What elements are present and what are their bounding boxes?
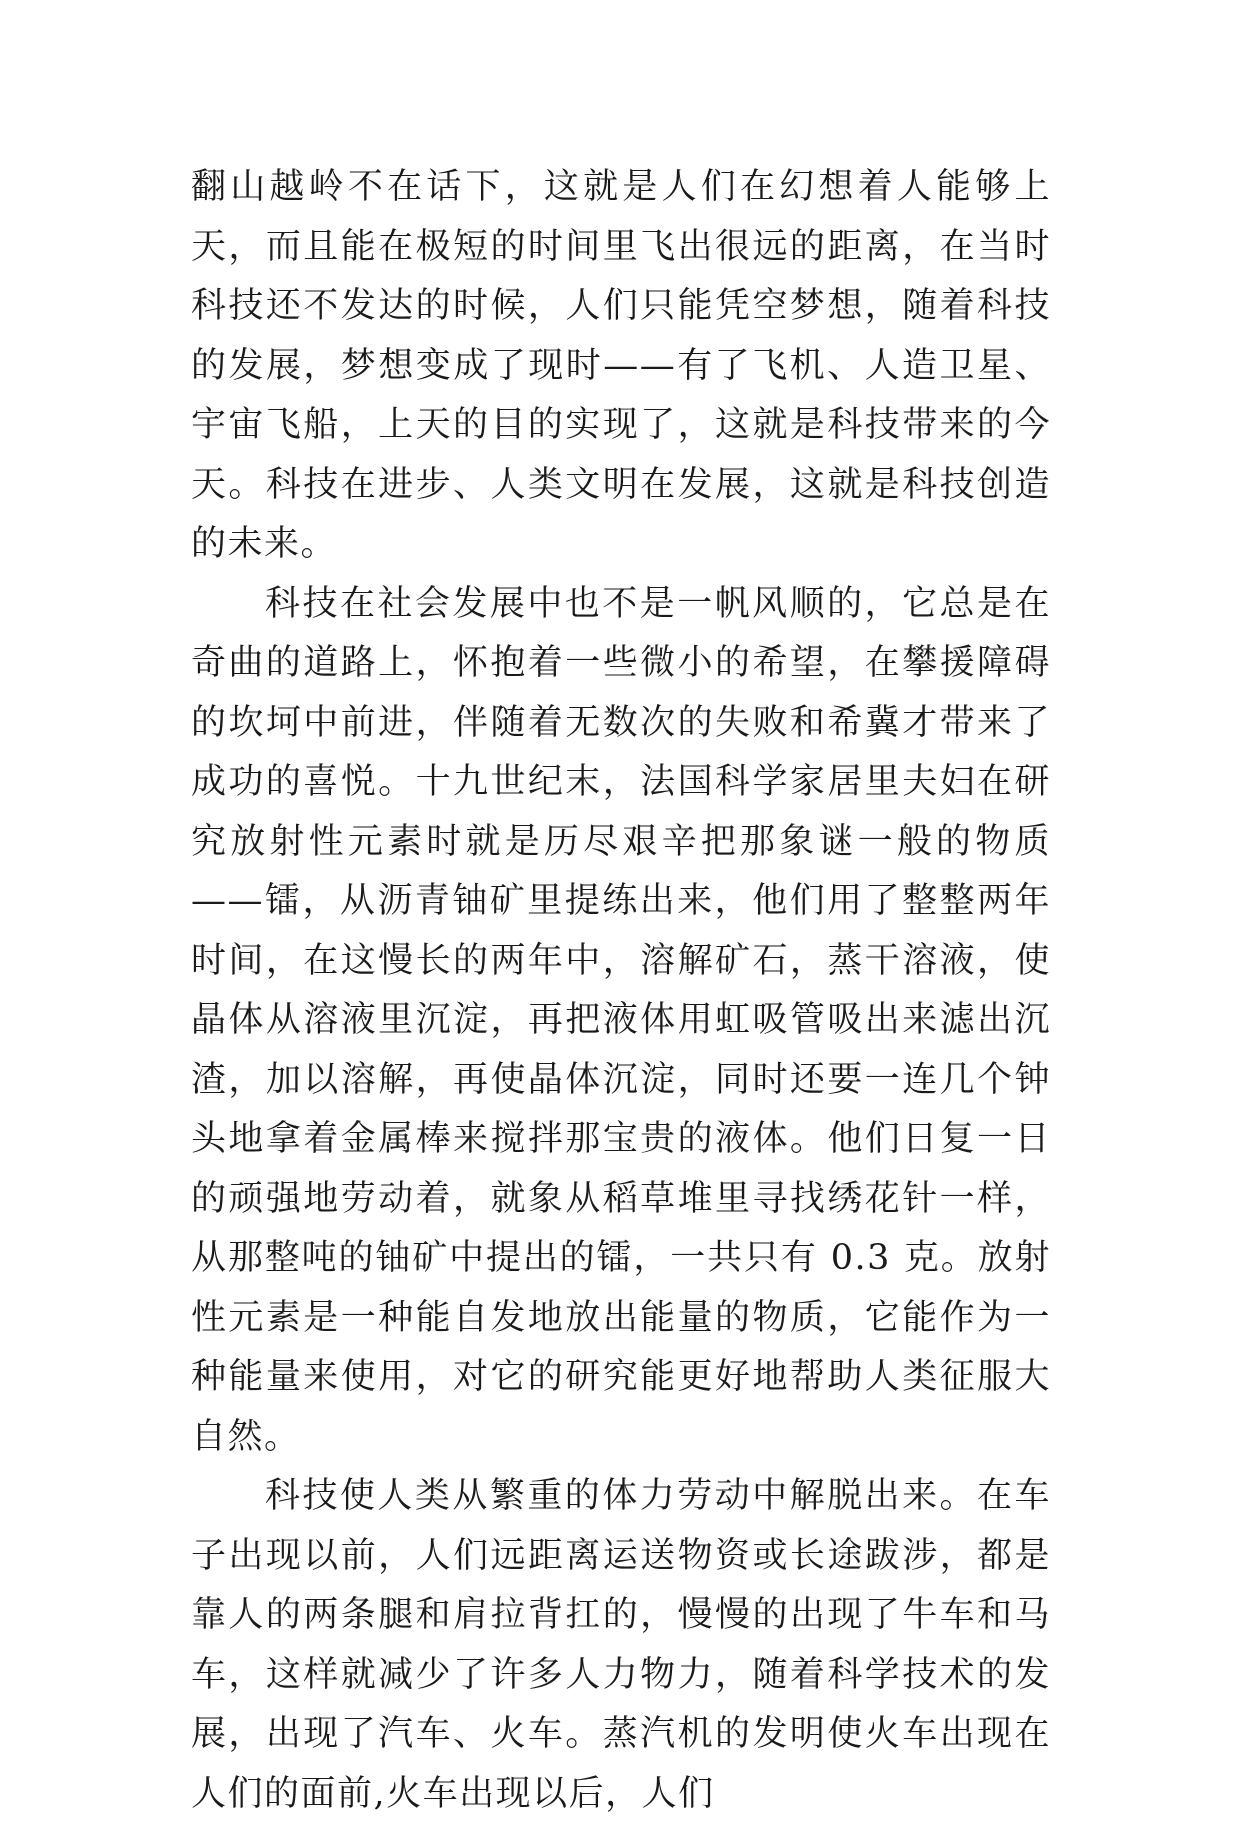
paragraph-2: 科技在社会发展中也不是一帆风顺的，它总是在奇曲的道路上，怀抱着一些微小的希望，在攀援障碍的坎坷中前进，伴随着无数次的失败和希冀才带来了成功的喜悦。十九世纪末，法国科学家居里夫妇在研究放射性元素时就是历尽艰辛把那象谜一般的物质——镭，从沥青铀矿里提练出来，他们用了整整两年时间，在这慢长的两年中，溶解矿石，蒸干溶液，使晶体从溶液里沉淀，再把液体用虹吸管吸出来滤出沉渣，加以溶解，再使晶体沉淀，同时还要一连几个钟头地拿着金属棒来搅拌那宝贵的液体。他们日复一日的顽强地劳动着，就象从稻草堆里寻找绣花针一样，从那整吨的铀矿中提出的镭，一共只有 0.3 克。放射性元素是一种能自发地放出能量的物质，它能作为一种能量来使用，对它的研究能更好地帮助人类征服大自然。 bbox=[191, 583, 1051, 1457]
document-body bbox=[191, 158, 1051, 1824]
paragraph-3: 科技使人类从繁重的体力劳动中解脱出来。在车子出现以前，人们远距离运送物资或长途跋涉，都是靠人的两条腿和肩拉背扛的，慢慢的出现了牛车和马车，这样就减少了许多人力物力，随着科学技术的发展，出现了汽车、火车。蒸汽机的发明使火车出现在人们的面前,火车出现以后，人们 bbox=[191, 1476, 1051, 1814]
paragraph-1: 翻山越岭不在话下，这就是人们在幻想着人能够上天，而且能在极短的时间里飞出很远的距离，在当时科技还不发达的时候，人们只能凭空梦想，随着科技的发展，梦想变成了现时——有了飞机、人造卫星、宇宙飞船，上天的目的实现了，这就是科技带来的今天。科技在进步、人类文明在发展，这就是科技创造的未来。 bbox=[191, 167, 1051, 564]
